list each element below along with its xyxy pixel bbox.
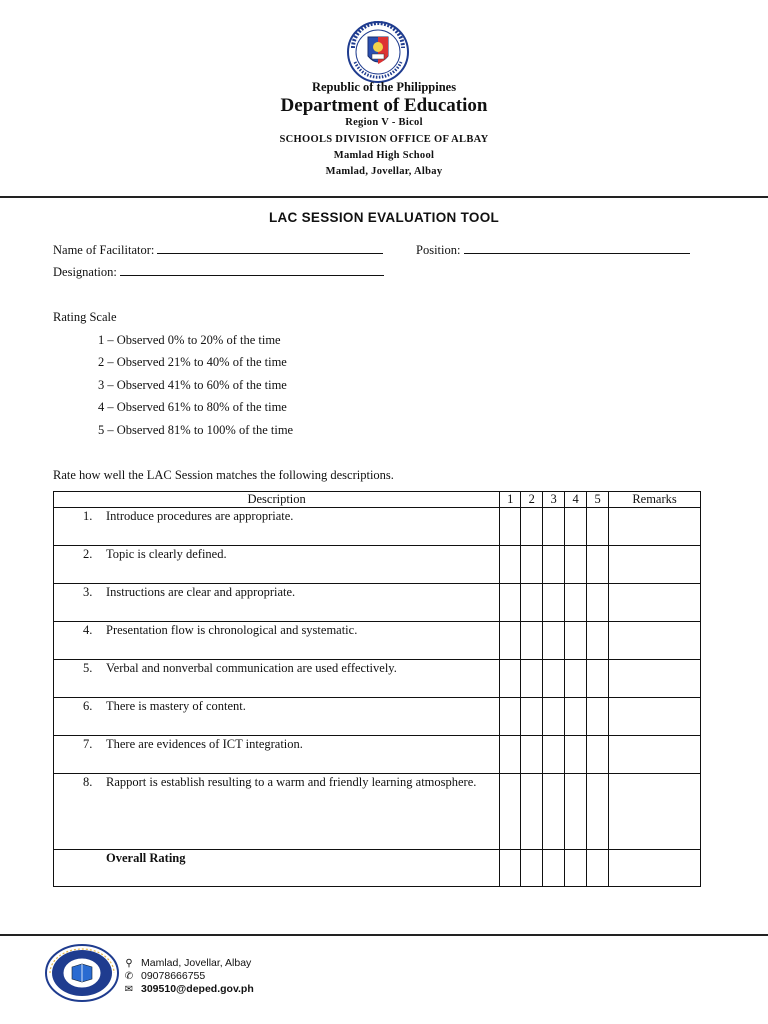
rating-cell-4[interactable]: [565, 850, 587, 887]
rating-cell-4[interactable]: [565, 774, 587, 850]
row-text: Verbal and nonverbal communication are used effectively.: [106, 661, 397, 675]
footer-email-text[interactable]: 309510@deped.gov.ph: [141, 983, 254, 995]
rating-cell-5[interactable]: [587, 584, 609, 622]
rating-cell-5[interactable]: [587, 546, 609, 584]
rating-cell-4[interactable]: [565, 584, 587, 622]
remarks-cell[interactable]: [609, 660, 701, 698]
rating-cell-2[interactable]: [521, 774, 543, 850]
row-number: 6.: [83, 699, 93, 713]
remarks-cell[interactable]: [609, 774, 701, 850]
rating-cell-2[interactable]: [521, 660, 543, 698]
rating-scale-item: 5 – Observed 81% to 100% of the time: [98, 423, 294, 437]
rating-scale-item: 2 – Observed 21% to 40% of the time: [98, 355, 287, 369]
rating-cell-5[interactable]: [587, 508, 609, 546]
header-rating-1: 1: [500, 492, 521, 508]
rating-cell-1[interactable]: [500, 622, 521, 660]
designation-row: [53, 264, 384, 280]
row-text: Introduce procedures are appropriate.: [106, 509, 294, 523]
row-number: 2.: [83, 547, 93, 561]
row-text: There is mastery of content.: [106, 699, 246, 713]
rating-cell-5[interactable]: [587, 774, 609, 850]
header-school: Mamlad High School: [333, 150, 435, 161]
rating-cell-1[interactable]: [500, 508, 521, 546]
footer-divider: [0, 934, 768, 936]
header-description: Description: [54, 492, 500, 508]
header-rating-5: 5: [587, 492, 609, 508]
rating-scale-item: 1 – Observed 0% to 20% of the time: [98, 333, 281, 347]
header-division: SCHOOLS DIVISION OFFICE OF ALBAY: [279, 134, 489, 145]
footer-address-text: Mamlad, Jovellar, Albay: [141, 957, 252, 969]
rating-cell-5[interactable]: [587, 660, 609, 698]
designation-label: Designation:: [53, 265, 117, 279]
remarks-cell[interactable]: [609, 850, 701, 887]
header-rating-3: 3: [543, 492, 565, 508]
footer-phone-text: 09078666755: [141, 970, 206, 982]
rating-cell-2[interactable]: [521, 546, 543, 584]
rating-cell-1[interactable]: [500, 736, 521, 774]
facilitator-row: [53, 242, 383, 258]
facilitator-field[interactable]: [157, 242, 383, 254]
row-number: 1.: [83, 509, 93, 523]
phone-icon: ✆: [124, 971, 134, 982]
rating-cell-3[interactable]: [543, 660, 565, 698]
rating-cell-2[interactable]: [521, 698, 543, 736]
rating-cell-4[interactable]: [565, 546, 587, 584]
rating-cell-3[interactable]: [543, 584, 565, 622]
facilitator-label: Name of Facilitator:: [53, 243, 155, 257]
footer-phone: [122, 970, 205, 982]
remarks-cell[interactable]: [609, 546, 701, 584]
header-rating-4: 4: [565, 492, 587, 508]
rating-cell-4[interactable]: [565, 660, 587, 698]
rating-cell-5[interactable]: [587, 698, 609, 736]
remarks-cell[interactable]: [609, 622, 701, 660]
evaluation-table: [53, 491, 701, 887]
header-region: Region V - Bicol: [345, 117, 423, 128]
rating-cell-3[interactable]: [543, 622, 565, 660]
rating-cell-1[interactable]: [500, 698, 521, 736]
rating-cell-3[interactable]: [543, 546, 565, 584]
rating-cell-2[interactable]: [521, 850, 543, 887]
row-description: [54, 774, 500, 850]
rating-cell-1[interactable]: [500, 850, 521, 887]
rating-cell-3[interactable]: [543, 736, 565, 774]
rating-cell-3[interactable]: [543, 774, 565, 850]
remarks-cell[interactable]: [609, 584, 701, 622]
rating-scale-item: 3 – Observed 41% to 60% of the time: [98, 378, 287, 392]
rating-cell-1[interactable]: [500, 584, 521, 622]
designation-field[interactable]: [120, 264, 384, 276]
rating-cell-3[interactable]: [543, 850, 565, 887]
rating-cell-2[interactable]: [521, 622, 543, 660]
rating-cell-4[interactable]: [565, 622, 587, 660]
rating-cell-4[interactable]: [565, 698, 587, 736]
location-pin-icon: ⚲: [125, 958, 133, 969]
row-text: There are evidences of ICT integration.: [106, 737, 303, 751]
remarks-cell[interactable]: [609, 736, 701, 774]
row-number: 3.: [83, 585, 93, 599]
footer-address: [122, 957, 251, 969]
row-text: Presentation flow is chronological and systematic.: [106, 623, 358, 637]
rating-cell-2[interactable]: [521, 508, 543, 546]
rating-cell-5[interactable]: [587, 622, 609, 660]
rating-scale-item: 4 – Observed 61% to 80% of the time: [98, 400, 287, 414]
rating-cell-1[interactable]: [500, 774, 521, 850]
instruction-text: Rate how well the LAC Session matches the following descriptions.: [53, 468, 394, 482]
header-divider: [0, 196, 768, 198]
table-row: [54, 774, 701, 850]
rating-cell-5[interactable]: [587, 850, 609, 887]
row-number: 5.: [83, 661, 93, 675]
header-department: Department of Education: [280, 95, 488, 116]
rating-cell-2[interactable]: [521, 584, 543, 622]
email-icon: ✉: [124, 984, 134, 995]
rating-cell-1[interactable]: [500, 546, 521, 584]
rating-cell-4[interactable]: [565, 508, 587, 546]
header-rating-2: 2: [521, 492, 543, 508]
row-number: 7.: [83, 737, 93, 751]
position-row: [416, 242, 690, 258]
rating-scale-label: Rating Scale: [53, 310, 117, 324]
header-republic: Republic of the Philippines: [311, 80, 457, 94]
remarks-cell[interactable]: [609, 508, 701, 546]
rating-cell-4[interactable]: [565, 736, 587, 774]
deped-seal-logo: [339, 20, 417, 84]
rating-cell-2[interactable]: [521, 736, 543, 774]
school-seal-logo: [42, 942, 122, 1004]
page-title: LAC SESSION EVALUATION TOOL: [268, 210, 500, 225]
overall-rating-cell: [54, 850, 500, 887]
rating-cell-3[interactable]: [543, 508, 565, 546]
position-label: Position:: [416, 243, 461, 257]
remarks-cell[interactable]: [609, 698, 701, 736]
overall-rating-row: [54, 850, 701, 887]
row-number: 8.: [83, 775, 93, 789]
rating-cell-1[interactable]: [500, 660, 521, 698]
overall-rating-label: Overall Rating: [106, 851, 186, 865]
row-text: Instructions are clear and appropriate.: [106, 585, 296, 599]
row-text: Rapport is establish resulting to a warm and friendly learning atmosphere.: [106, 775, 477, 789]
header-address: Mamlad, Jovellar, Albay: [325, 166, 443, 177]
rating-cell-5[interactable]: [587, 736, 609, 774]
row-text: Topic is clearly defined.: [106, 547, 227, 561]
row-number: 4.: [83, 623, 93, 637]
footer-email: [122, 983, 254, 995]
header-remarks: Remarks: [609, 492, 701, 508]
rating-cell-3[interactable]: [543, 698, 565, 736]
position-field[interactable]: [464, 242, 690, 254]
